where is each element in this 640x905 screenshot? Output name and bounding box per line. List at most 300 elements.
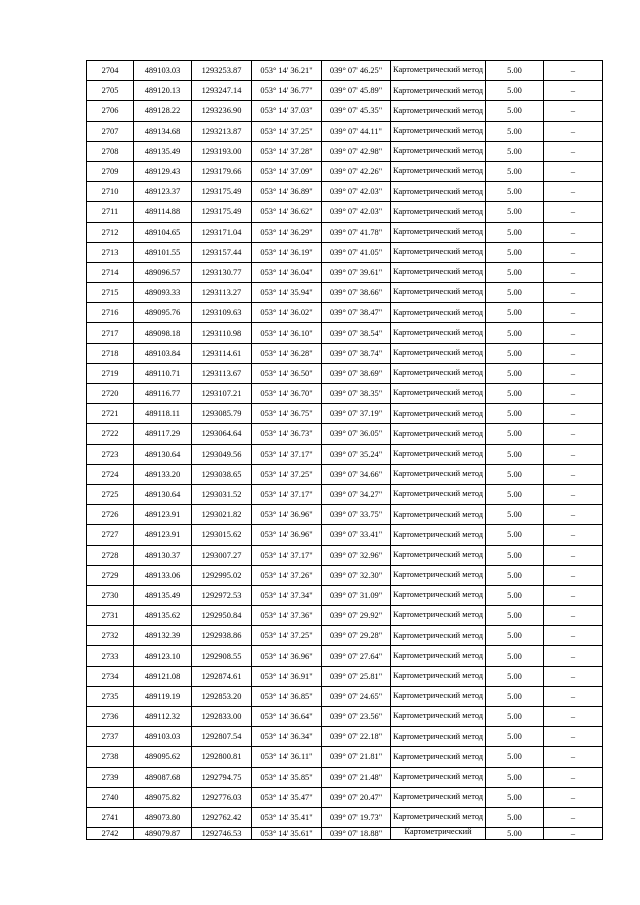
document-page [86,60,602,840]
cell-lon: 039° 07' 21.48" [322,767,391,787]
cell-note: – [544,161,603,181]
cell-lat: 053° 14' 37.26" [252,565,322,585]
cell-lat: 053° 14' 36.91" [252,666,322,686]
cell-accuracy: 5.00 [486,283,544,303]
cell-accuracy: 5.00 [486,505,544,525]
cell-method: Картометрический метод [391,222,486,242]
cell-lon: 039° 07' 42.03" [322,202,391,222]
cell-lon: 039° 07' 42.26" [322,161,391,181]
cell-lon: 039° 07' 37.19" [322,404,391,424]
cell-lat: 053° 14' 36.04" [252,262,322,282]
cell-x: 489120.13 [134,81,192,101]
cell-note: – [544,242,603,262]
cell-note: – [544,343,603,363]
cell-y: 1293171.04 [192,222,252,242]
cell-lat: 053° 14' 36.28" [252,343,322,363]
table-body [87,61,603,840]
cell-note: – [544,182,603,202]
cell-y: 1293253.87 [192,61,252,81]
cell-number: 2733 [87,646,134,666]
cell-x: 489075.82 [134,787,192,807]
cell-number: 2737 [87,727,134,747]
cell-lat: 053° 14' 35.94" [252,283,322,303]
cell-lat: 053° 14' 36.02" [252,303,322,323]
cell-x: 489123.91 [134,525,192,545]
cell-method: Картометрический метод [391,666,486,686]
cell-y: 1293109.63 [192,303,252,323]
cell-method: Картометрический метод [391,767,486,787]
cell-note: – [544,262,603,282]
cell-number: 2738 [87,747,134,767]
cell-lon: 039° 07' 20.47" [322,787,391,807]
cell-lat: 053° 14' 35.47" [252,787,322,807]
cell-note: – [544,363,603,383]
table-row [87,202,603,222]
table-row [87,101,603,121]
cell-lat: 053° 14' 37.25" [252,626,322,646]
cell-method: Картометрический метод [391,363,486,383]
cell-lon: 039° 07' 19.73" [322,807,391,827]
cell-lat: 053° 14' 35.85" [252,767,322,787]
cell-lon: 039° 07' 36.05" [322,424,391,444]
cell-method: Картометрический метод [391,161,486,181]
cell-lat: 053° 14' 35.41" [252,807,322,827]
cell-x: 489132.39 [134,626,192,646]
cell-number: 2740 [87,787,134,807]
cell-lat: 053° 14' 37.25" [252,464,322,484]
cell-method: Картометрический метод [391,424,486,444]
cell-note: – [544,424,603,444]
cell-x: 489093.33 [134,283,192,303]
cell-lat: 053° 14' 36.96" [252,646,322,666]
cell-y: 1293113.67 [192,363,252,383]
cell-y: 1292794.75 [192,767,252,787]
table-row [87,242,603,262]
cell-note: – [544,626,603,646]
cell-x: 489119.19 [134,686,192,706]
cell-y: 1293007.27 [192,545,252,565]
cell-note: – [544,525,603,545]
cell-note: – [544,484,603,504]
cell-y: 1293085.79 [192,404,252,424]
cell-note: – [544,323,603,343]
cell-lat: 053° 14' 36.85" [252,686,322,706]
table-row [87,505,603,525]
cell-accuracy: 5.00 [486,828,544,840]
cell-note: – [544,646,603,666]
cell-number: 2718 [87,343,134,363]
cell-lon: 039° 07' 38.66" [322,283,391,303]
cell-x: 489129.43 [134,161,192,181]
table-row [87,807,603,827]
cell-note: – [544,606,603,626]
cell-method: Картометрический метод [391,525,486,545]
cell-x: 489118.11 [134,404,192,424]
cell-lon: 039° 07' 24.65" [322,686,391,706]
cell-number: 2708 [87,141,134,161]
cell-lon: 039° 07' 38.54" [322,323,391,343]
cell-accuracy: 5.00 [486,606,544,626]
cell-accuracy: 5.00 [486,727,544,747]
table-row [87,646,603,666]
cell-y: 1293031.52 [192,484,252,504]
table-row [87,727,603,747]
cell-number: 2712 [87,222,134,242]
cell-x: 489095.76 [134,303,192,323]
cell-lon: 039° 07' 41.78" [322,222,391,242]
cell-x: 489123.10 [134,646,192,666]
cell-note: – [544,747,603,767]
table-row [87,283,603,303]
table-row [87,484,603,504]
cell-lon: 039° 07' 27.64" [322,646,391,666]
cell-lat: 053° 14' 37.25" [252,121,322,141]
cell-accuracy: 5.00 [486,242,544,262]
cell-number: 2705 [87,81,134,101]
cell-lon: 039° 07' 22.18" [322,727,391,747]
table-row [87,787,603,807]
cell-note: – [544,303,603,323]
cell-x: 489103.03 [134,61,192,81]
cell-number: 2721 [87,404,134,424]
cell-y: 1292800.81 [192,747,252,767]
cell-method: Картометрический метод [391,707,486,727]
cell-number: 2723 [87,444,134,464]
cell-accuracy: 5.00 [486,222,544,242]
cell-y: 1292938.86 [192,626,252,646]
cell-method: Картометрический метод [391,606,486,626]
cell-lon: 039° 07' 39.61" [322,262,391,282]
table-row [87,343,603,363]
cell-note: – [544,101,603,121]
cell-lon: 039° 07' 33.41" [322,525,391,545]
cell-number: 2742 [87,828,134,840]
cell-method: Картометрический метод [391,565,486,585]
cell-x: 489098.18 [134,323,192,343]
cell-lat: 053° 14' 36.34" [252,727,322,747]
cell-lon: 039° 07' 32.96" [322,545,391,565]
cell-accuracy: 5.00 [486,525,544,545]
cell-method: Картометрический метод [391,242,486,262]
table-row [87,363,603,383]
cell-lon: 039° 07' 38.47" [322,303,391,323]
cell-x: 489134.68 [134,121,192,141]
cell-accuracy: 5.00 [486,545,544,565]
cell-number: 2717 [87,323,134,343]
cell-note: – [544,464,603,484]
cell-note: – [544,283,603,303]
cell-y: 1292972.53 [192,585,252,605]
cell-x: 489130.37 [134,545,192,565]
cell-accuracy: 5.00 [486,202,544,222]
cell-x: 489135.49 [134,585,192,605]
cell-accuracy: 5.00 [486,424,544,444]
cell-lat: 053° 14' 37.17" [252,444,322,464]
cell-lon: 039° 07' 35.24" [322,444,391,464]
table-row [87,141,603,161]
cell-lon: 039° 07' 45.89" [322,81,391,101]
cell-number: 2707 [87,121,134,141]
cell-number: 2726 [87,505,134,525]
cell-x: 489135.49 [134,141,192,161]
cell-accuracy: 5.00 [486,464,544,484]
cell-number: 2711 [87,202,134,222]
table-row [87,222,603,242]
cell-method: Картометрический метод [391,444,486,464]
cell-lat: 053° 14' 37.17" [252,545,322,565]
cell-y: 1293236.90 [192,101,252,121]
cell-lat: 053° 14' 36.19" [252,242,322,262]
cell-lat: 053° 14' 36.96" [252,525,322,545]
cell-lat: 053° 14' 36.75" [252,404,322,424]
cell-lat: 053° 14' 37.17" [252,484,322,504]
table-row [87,747,603,767]
cell-x: 489133.20 [134,464,192,484]
cell-y: 1292807.54 [192,727,252,747]
cell-note: – [544,222,603,242]
cell-number: 2729 [87,565,134,585]
cell-y: 1292762.42 [192,807,252,827]
cell-lon: 039° 07' 45.35" [322,101,391,121]
cell-lat: 053° 14' 37.28" [252,141,322,161]
cell-number: 2730 [87,585,134,605]
cell-method: Картометрический метод [391,141,486,161]
cell-lon: 039° 07' 34.66" [322,464,391,484]
table-row [87,262,603,282]
cell-lon: 039° 07' 38.35" [322,384,391,404]
cell-accuracy: 5.00 [486,484,544,504]
cell-x: 489128.22 [134,101,192,121]
cell-method: Картометрический метод [391,545,486,565]
cell-note: – [544,787,603,807]
cell-lon: 039° 07' 34.27" [322,484,391,504]
cell-method: Картометрический метод [391,464,486,484]
cell-note: – [544,384,603,404]
cell-y: 1293064.64 [192,424,252,444]
cell-lon: 039° 07' 32.30" [322,565,391,585]
cell-lat: 053° 14' 36.64" [252,707,322,727]
cell-note: – [544,707,603,727]
cell-accuracy: 5.00 [486,101,544,121]
cell-method: Картометрический метод [391,404,486,424]
cell-x: 489112.32 [134,707,192,727]
cell-accuracy: 5.00 [486,262,544,282]
cell-x: 489103.84 [134,343,192,363]
cell-lat: 053° 14' 36.29" [252,222,322,242]
cell-note: – [544,81,603,101]
cell-accuracy: 5.00 [486,666,544,686]
cell-lat: 053° 14' 36.77" [252,81,322,101]
cell-lon: 039° 07' 46.25" [322,61,391,81]
cell-accuracy: 5.00 [486,767,544,787]
cell-lat: 053° 14' 37.34" [252,585,322,605]
table-row [87,182,603,202]
cell-accuracy: 5.00 [486,707,544,727]
cell-y: 1293049.56 [192,444,252,464]
coordinates-table [86,60,603,840]
cell-y: 1292995.02 [192,565,252,585]
cell-lon: 039° 07' 18.88" [322,828,391,840]
cell-accuracy: 5.00 [486,646,544,666]
cell-y: 1292950.84 [192,606,252,626]
cell-method: Картометрический метод [391,101,486,121]
cell-y: 1292908.55 [192,646,252,666]
table-row [87,161,603,181]
cell-accuracy: 5.00 [486,565,544,585]
cell-x: 489117.29 [134,424,192,444]
cell-x: 489103.03 [134,727,192,747]
cell-number: 2720 [87,384,134,404]
cell-lat: 053° 14' 37.03" [252,101,322,121]
cell-accuracy: 5.00 [486,303,544,323]
cell-lat: 053° 14' 36.70" [252,384,322,404]
cell-x: 489096.57 [134,262,192,282]
cell-note: – [544,404,603,424]
cell-method: Картометрический метод [391,585,486,605]
cell-y: 1292833.00 [192,707,252,727]
cell-method: Картометрический метод [391,807,486,827]
cell-lon: 039° 07' 33.75" [322,505,391,525]
cell-accuracy: 5.00 [486,343,544,363]
cell-lon: 039° 07' 29.92" [322,606,391,626]
table-row [87,686,603,706]
cell-accuracy: 5.00 [486,161,544,181]
cell-accuracy: 5.00 [486,182,544,202]
cell-y: 1293114.61 [192,343,252,363]
cell-note: – [544,727,603,747]
cell-method: Картометрический метод [391,384,486,404]
cell-method: Картометрический метод [391,484,486,504]
cell-method: Картометрический метод [391,81,486,101]
cell-x: 489116.77 [134,384,192,404]
table-row [87,626,603,646]
cell-method: Картометрический метод [391,283,486,303]
cell-note: – [544,61,603,81]
cell-accuracy: 5.00 [486,404,544,424]
cell-lat: 053° 14' 36.10" [252,323,322,343]
cell-note: – [544,545,603,565]
cell-method: Картометрический метод [391,686,486,706]
cell-accuracy: 5.00 [486,686,544,706]
cell-lat: 053° 14' 36.11" [252,747,322,767]
cell-lon: 039° 07' 38.74" [322,343,391,363]
cell-method: Картометрический метод [391,202,486,222]
cell-accuracy: 5.00 [486,384,544,404]
cell-x: 489121.08 [134,666,192,686]
cell-y: 1292853.20 [192,686,252,706]
cell-lat: 053° 14' 35.61" [252,828,322,840]
cell-lon: 039° 07' 42.03" [322,182,391,202]
cell-lon: 039° 07' 44.11" [322,121,391,141]
cell-method: Картометрический [391,828,486,840]
table-row [87,525,603,545]
cell-number: 2710 [87,182,134,202]
cell-method: Картометрический метод [391,323,486,343]
cell-lat: 053° 14' 36.89" [252,182,322,202]
cell-y: 1292746.53 [192,828,252,840]
cell-accuracy: 5.00 [486,141,544,161]
table-row [87,121,603,141]
table-row [87,666,603,686]
cell-number: 2716 [87,303,134,323]
cell-lat: 053° 14' 37.36" [252,606,322,626]
cell-note: – [544,141,603,161]
cell-number: 2704 [87,61,134,81]
table-row [87,767,603,787]
cell-method: Картометрический метод [391,747,486,767]
cell-x: 489130.64 [134,484,192,504]
cell-y: 1293179.66 [192,161,252,181]
cell-note: – [544,565,603,585]
cell-y: 1293157.44 [192,242,252,262]
cell-accuracy: 5.00 [486,807,544,827]
cell-lat: 053° 14' 36.96" [252,505,322,525]
cell-y: 1293021.82 [192,505,252,525]
cell-number: 2722 [87,424,134,444]
cell-accuracy: 5.00 [486,121,544,141]
cell-method: Картометрический метод [391,505,486,525]
cell-accuracy: 5.00 [486,444,544,464]
cell-method: Картометрический метод [391,646,486,666]
cell-lon: 039° 07' 23.56" [322,707,391,727]
table-row [87,545,603,565]
cell-method: Картометрический метод [391,262,486,282]
cell-number: 2728 [87,545,134,565]
cell-x: 489114.88 [134,202,192,222]
cell-number: 2724 [87,464,134,484]
cell-number: 2736 [87,707,134,727]
cell-accuracy: 5.00 [486,626,544,646]
cell-y: 1293038.65 [192,464,252,484]
cell-lon: 039° 07' 42.98" [322,141,391,161]
cell-accuracy: 5.00 [486,81,544,101]
cell-number: 2727 [87,525,134,545]
cell-y: 1293110.98 [192,323,252,343]
cell-note: – [544,444,603,464]
cell-note: – [544,828,603,840]
cell-number: 2714 [87,262,134,282]
cell-method: Картометрический метод [391,727,486,747]
cell-lat: 053° 14' 37.09" [252,161,322,181]
cell-method: Картометрический метод [391,787,486,807]
table-row [87,384,603,404]
cell-method: Картометрический метод [391,61,486,81]
cell-y: 1293130.77 [192,262,252,282]
cell-note: – [544,686,603,706]
cell-x: 489133.06 [134,565,192,585]
table-row [87,81,603,101]
cell-x: 489073.80 [134,807,192,827]
cell-number: 2741 [87,807,134,827]
cell-x: 489101.55 [134,242,192,262]
cell-y: 1293193.00 [192,141,252,161]
cell-x: 489079.87 [134,828,192,840]
cell-x: 489110.71 [134,363,192,383]
cell-x: 489135.62 [134,606,192,626]
cell-method: Картометрический метод [391,182,486,202]
cell-number: 2732 [87,626,134,646]
table-row [87,323,603,343]
cell-number: 2713 [87,242,134,262]
cell-y: 1293113.27 [192,283,252,303]
cell-note: – [544,585,603,605]
cell-method: Картометрический метод [391,626,486,646]
cell-note: – [544,202,603,222]
cell-number: 2719 [87,363,134,383]
cell-lon: 039° 07' 29.28" [322,626,391,646]
table-row [87,585,603,605]
cell-number: 2725 [87,484,134,504]
